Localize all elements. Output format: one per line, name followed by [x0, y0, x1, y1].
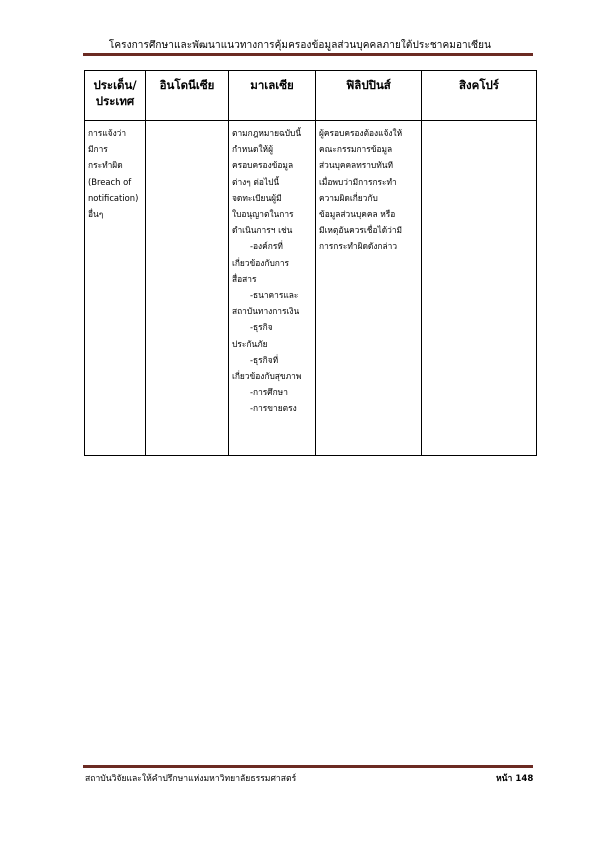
cell-philippines	[316, 121, 422, 456]
malaysia-text-line: ใบอนุญาตในการ	[232, 209, 294, 220]
column-header-malaysia-label: มาเลเซีย	[250, 78, 294, 92]
column-header-issue	[85, 71, 146, 121]
column-header-indonesia-label: อินโดนีเซีย	[159, 78, 215, 92]
malaysia-text-line: สื่อสาร	[232, 273, 257, 284]
column-header-philippines	[316, 71, 422, 121]
philippines-text-line: ข้อมูลส่วนบุคคล หรือ	[319, 209, 396, 220]
cell-singapore	[422, 121, 537, 456]
philippines-text-line: คณะกรรมการข้อมูล	[319, 144, 393, 155]
malaysia-text-line: -ธนาคารและ	[250, 290, 299, 301]
malaysia-text-line: จดทะเบียนผู้มี	[232, 192, 282, 203]
malaysia-text-line: ครอบครองข้อมูล	[232, 160, 294, 171]
issue-text-line: notification)	[88, 192, 139, 203]
malaysia-text-line: -องค์กรที่	[250, 241, 283, 252]
comparison-table	[84, 70, 537, 456]
malaysia-text-line: ดำเนินการฯ เช่น	[232, 225, 293, 236]
malaysia-text-line: สถาบันทางการเงิน	[232, 306, 300, 317]
malaysia-text-line: -การขายตรง	[250, 403, 297, 414]
table-row	[85, 121, 537, 456]
header-rule	[83, 53, 533, 56]
malaysia-text-line: ประกันภัย	[232, 338, 268, 349]
malaysia-text-line: -การศึกษา	[250, 387, 288, 398]
philippines-text-line: มีเหตุอันควรเชื่อได้ว่ามี	[319, 225, 403, 236]
column-header-philippines-label: ฟิลิปปินส์	[346, 78, 391, 92]
cell-issue	[85, 121, 146, 456]
philippines-text-line: ส่วนบุคคลทราบทันที	[319, 160, 393, 171]
page-number: หน้า 148	[496, 774, 534, 784]
column-header-malaysia	[229, 71, 316, 121]
malaysia-text-line: ต่างๆ ต่อไปนี้	[232, 176, 280, 187]
column-header-singapore	[422, 71, 537, 121]
column-header-indonesia	[146, 71, 229, 121]
cell-malaysia	[229, 121, 316, 456]
philippines-text-line: ความผิดเกี่ยวกับ	[319, 192, 378, 203]
column-header-issue-line-2: ประเทศ	[95, 94, 135, 109]
issue-text-line: กระทำผิด	[88, 160, 123, 171]
malaysia-text-line: เกี่ยวข้องกับสุขภาพ	[232, 371, 302, 382]
philippines-text-line: เมื่อพบว่ามีการกระทำ	[319, 176, 397, 187]
philippines-text-line: การกระทำผิดดังกล่าว	[319, 241, 398, 252]
column-header-issue-line-1: ประเด็น/	[93, 78, 137, 92]
cell-indonesia	[146, 121, 229, 456]
philippines-text-line: ผู้ครอบครองต้องแจ้งให้	[319, 128, 403, 138]
running-header-title: โครงการศึกษาและพัฒนาแนวทางการคุ้มครองข้อมูลส่วนบุคคลภายใต้ประชาคมอาเซียน	[108, 40, 492, 51]
issue-text-line: (Breach of	[88, 176, 132, 187]
issue-text-line: อื่นๆ	[88, 209, 104, 220]
malaysia-text-line: กำหนดให้ผู้	[232, 144, 273, 155]
malaysia-text-line: -ธุรกิจที่	[250, 354, 279, 365]
footer-rule	[83, 765, 533, 768]
malaysia-text-line: ตามกฎหมายฉบับนี้	[232, 128, 302, 138]
issue-text-line: การแจ้งว่า	[88, 128, 127, 138]
malaysia-text-line: -ธุรกิจ	[250, 322, 273, 333]
malaysia-text-line: เกี่ยวข้องกับการ	[232, 257, 290, 268]
footer-institution: สถาบันวิจัยและให้คำปรึกษาแห่งมหาวิทยาลัยธรรมศาสตร์	[85, 774, 297, 784]
issue-text-line: มีการ	[88, 144, 108, 155]
column-header-singapore-label: สิงคโปร์	[459, 78, 499, 92]
